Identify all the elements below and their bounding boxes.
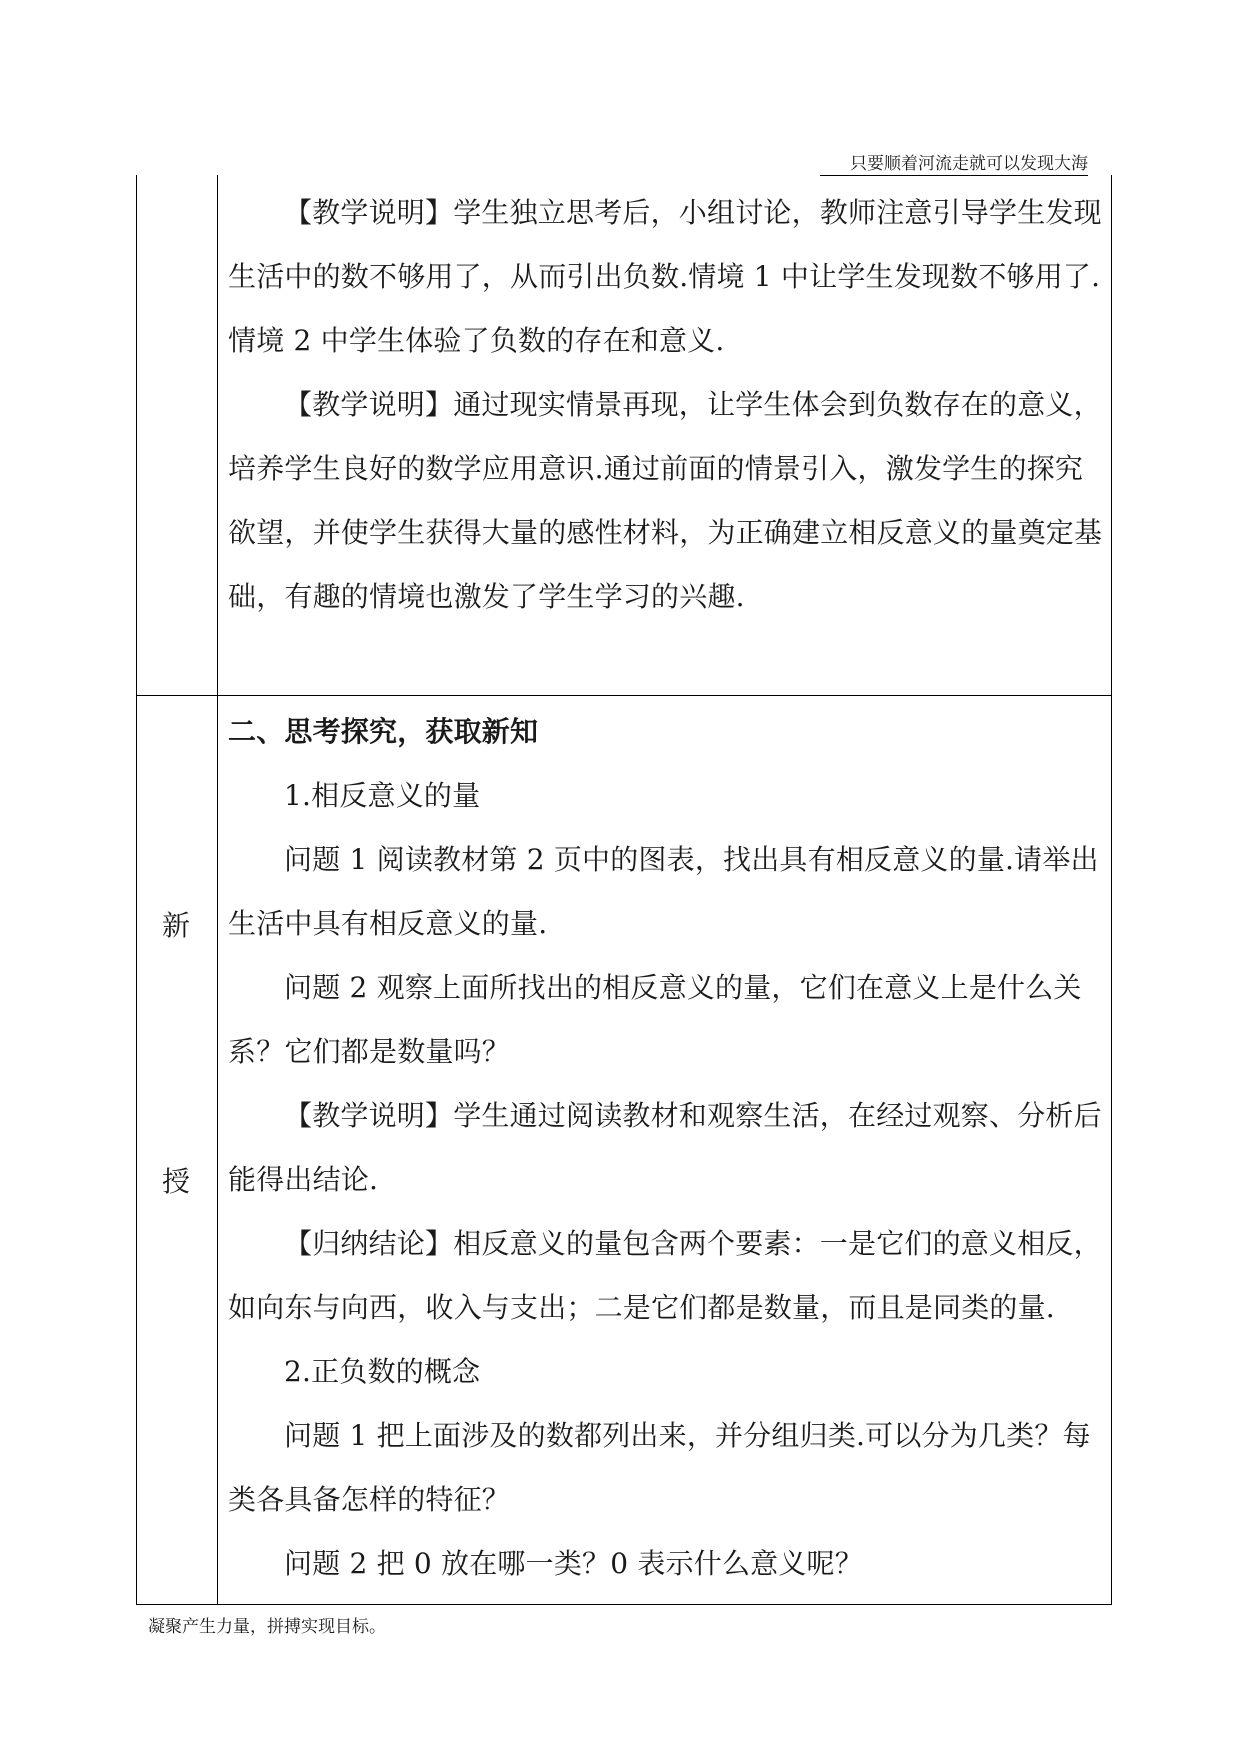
table-row <box>137 175 1112 696</box>
label-cell <box>137 175 218 696</box>
table-row <box>137 696 1112 1605</box>
content-paragraph: 2.正负数的概念 <box>284 1355 481 1388</box>
teaching-note-paragraph: 【教学说明】通过现实情景再现，让学生体会到负数存在的意义，培养学生良好的数学应用意识.通过前面的情景引入，激发学生的探究欲望，并使学生获得大量的感性材料，为正确建立相反意义的量奠定基础，有趣的情境也激发了学生学习的兴趣. <box>228 388 1103 613</box>
section-heading: 二、思考探究，获取新知 <box>228 715 539 748</box>
content-paragraph: 问题 1 把上面涉及的数都列出来，并分组归类.可以分为几类？每类各具备怎样的特征？ <box>228 1419 1091 1516</box>
content-paragraph: 问题 2 观察上面所找出的相反意义的量，它们在意义上是什么关系？它们都是数量吗？ <box>228 971 1082 1068</box>
content-paragraph: 问题 1 阅读教材第 2 页中的图表，找出具有相反意义的量.请举出生活中具有相反意义的量. <box>228 843 1099 940</box>
content-paragraph: 1.相反意义的量 <box>284 779 481 812</box>
content-cell <box>218 175 1112 696</box>
side-label-char: 授 <box>162 1165 191 1198</box>
content-paragraph: 【教学说明】学生通过阅读教材和观察生活，在经过观察、分析后能得出结论. <box>228 1099 1102 1196</box>
header-motto: 只要顺着河流走就可以发现大海 <box>820 149 1088 176</box>
label-cell <box>137 696 218 1605</box>
content-cell <box>218 696 1112 1605</box>
content-paragraph: 【归纳结论】相反意义的量包含两个要素：一是它们的意义相反，如向东与向西，收入与支出；二是它们都是数量，而且是同类的量. <box>228 1227 1102 1324</box>
side-label-char: 新 <box>162 909 191 942</box>
lesson-table <box>136 175 1112 1605</box>
teaching-note-paragraph: 【教学说明】学生独立思考后，小组讨论，教师注意引导学生发现生活中的数不够用了，从而引出负数.情境 1 中让学生发现数不够用了.情境 2 中学生体验了负数的存在和意义. <box>228 196 1102 357</box>
footer-slogan: 凝聚产生力量，拼搏实现目标。 <box>148 1617 386 1637</box>
content-paragraph: 问题 2 把 0 放在哪一类？0 表示什么意义呢？ <box>284 1547 863 1580</box>
